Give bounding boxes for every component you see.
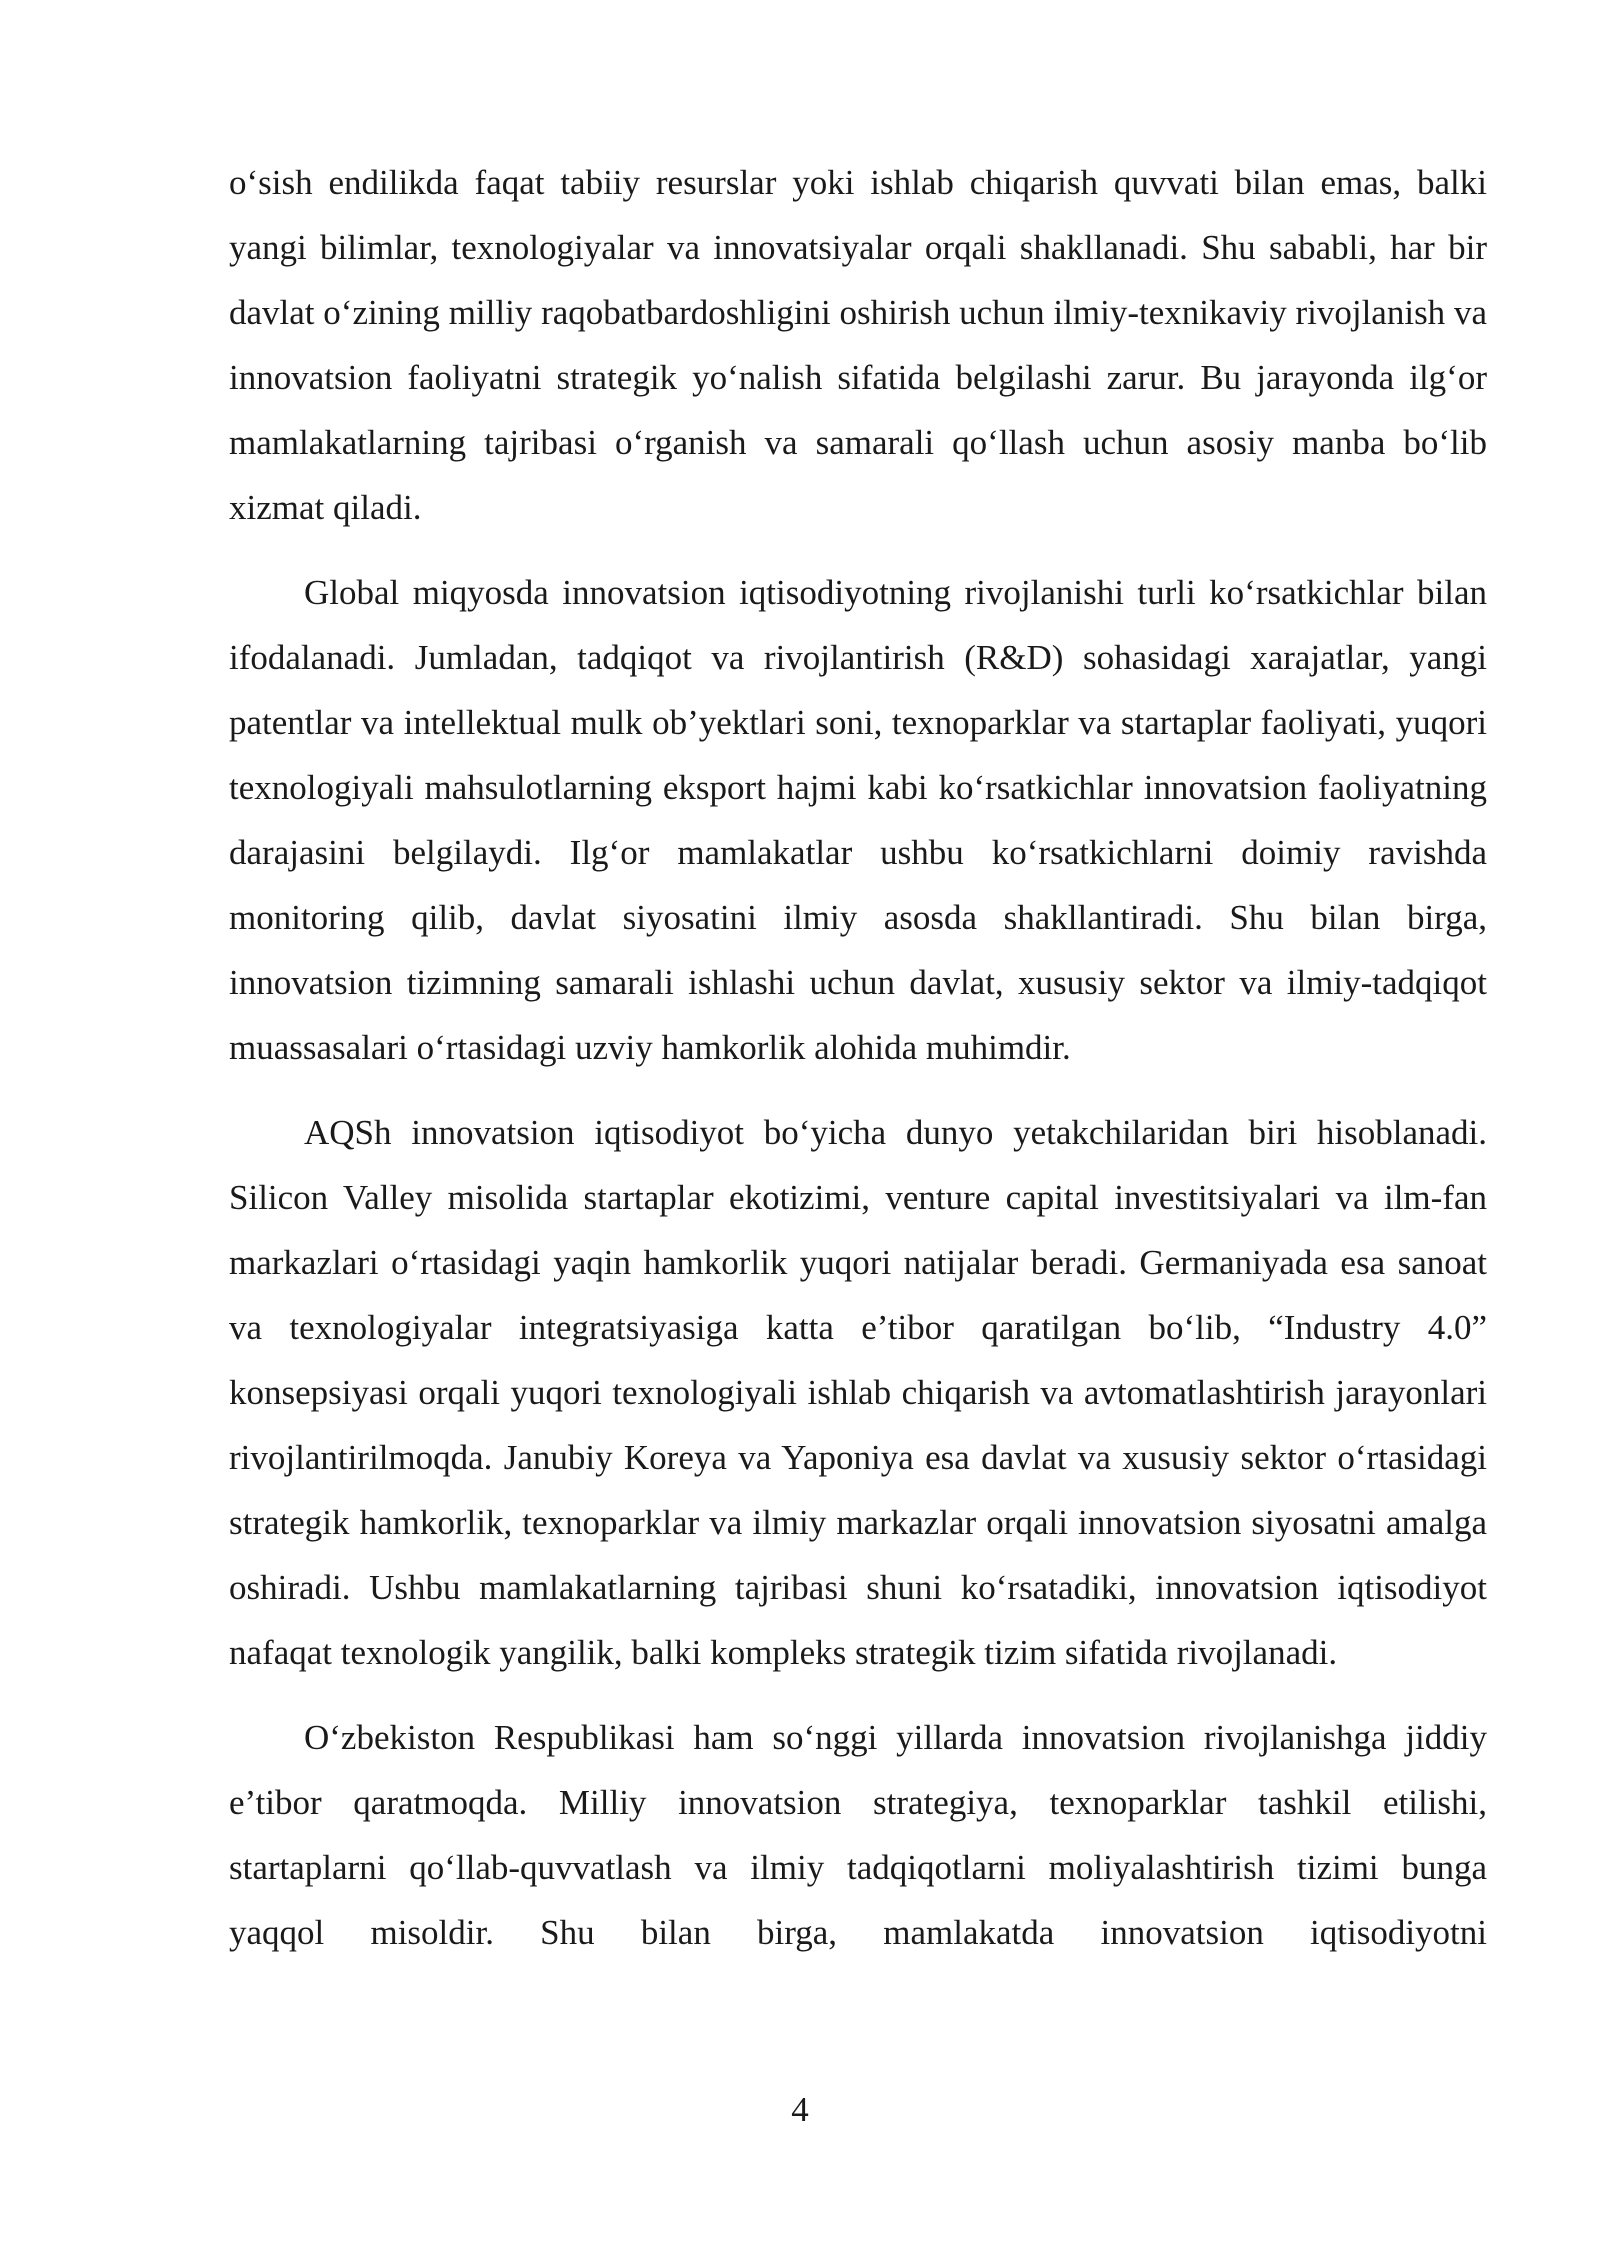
paragraph-4: O‘zbekiston Respublikasi ham so‘nggi yillarda innovatsion rivojlanishga jiddiy e’tibor qaratmoqda. Milliy innovatsion strategiya, texnoparklar tashkil etilishi, startaplarni qo‘llab-quvvatlash va ilmiy tadqiqotlarni moliyalashtirish tizimi bunga yaqqol misoldir. Shu bilan birga, mamlakatda innovatsion iqtisodiyotni bbox=[229, 1718, 1487, 1952]
paragraph-1: o‘sish endilikda faqat tabiiy resurslar yoki ishlab chiqarish quvvati bilan emas, balki yangi bilimlar, texnologiyalar va innovatsiyalar orqali shakllanadi. Shu sababli, har bir davlat o‘zining milliy raqobatbardoshligini oshirish uchun ilmiy-texnikaviy rivojlanish va innovatsion faoliyatni strategik yo‘nalish sifatida belgilashi zarur. Bu jarayonda ilg‘or mamlakatlarning tajribasi o‘rganish va samarali qo‘llash uchun asosiy manba bo‘lib xizmat qiladi. bbox=[229, 163, 1487, 527]
document-body bbox=[229, 150, 1487, 1965]
paragraph-3: AQSh innovatsion iqtisodiyot bo‘yicha dunyo yetakchilaridan biri hisoblanadi. Silicon Valley misolida startaplar ekotizimi, venture capital investitsiyalari va ilm-fan markazlari o‘rtasidagi yaqin hamkorlik yuqori natijalar beradi. Germaniyada esa sanoat va texnologiyalar integratsiyasiga katta e’tibor qaratilgan bo‘lib, “Industry 4.0” konsepsiyasi orqali yuqori texnologiyali ishlab chiqarish va avtomatlashtirish jarayonlari rivojlantirilmoqda. Janubiy Koreya va Yaponiya esa davlat va xususiy sektor o‘rtasidagi strategik hamkorlik, texnoparklar va ilmiy markazlar orqali innovatsion siyosatni amalga oshiradi. Ushbu mamlakatlarning tajribasi shuni ko‘rsatadiki, innovatsion iqtisodiyot nafaqat texnologik yangilik, balki kompleks strategik tizim sifatida rivojlanadi. bbox=[229, 1113, 1487, 1672]
paragraph-2: Global miqyosda innovatsion iqtisodiyotning rivojlanishi turli ko‘rsatkichlar bilan ifodalanadi. Jumladan, tadqiqot va rivojlantirish (R&D) sohasidagi xarajatlar, yangi patentlar va intellektual mulk ob’yektlari soni, texnoparklar va startaplar faoliyati, yuqori texnologiyali mahsulotlarning eksport hajmi kabi ko‘rsatkichlar innovatsion faoliyatning darajasini belgilaydi. Ilg‘or mamlakatlar ushbu ko‘rsatkichlarni doimiy ravishda monitoring qilib, davlat siyosatini ilmiy asosda shakllantiradi. Shu bilan birga, innovatsion tizimning samarali ishlashi uchun davlat, xususiy sektor va ilmiy-tadqiqot muassasalari o‘rtasidagi uzviy hamkorlik alohida muhimdir. bbox=[229, 573, 1487, 1067]
page-number: 4 bbox=[791, 2090, 809, 2129]
